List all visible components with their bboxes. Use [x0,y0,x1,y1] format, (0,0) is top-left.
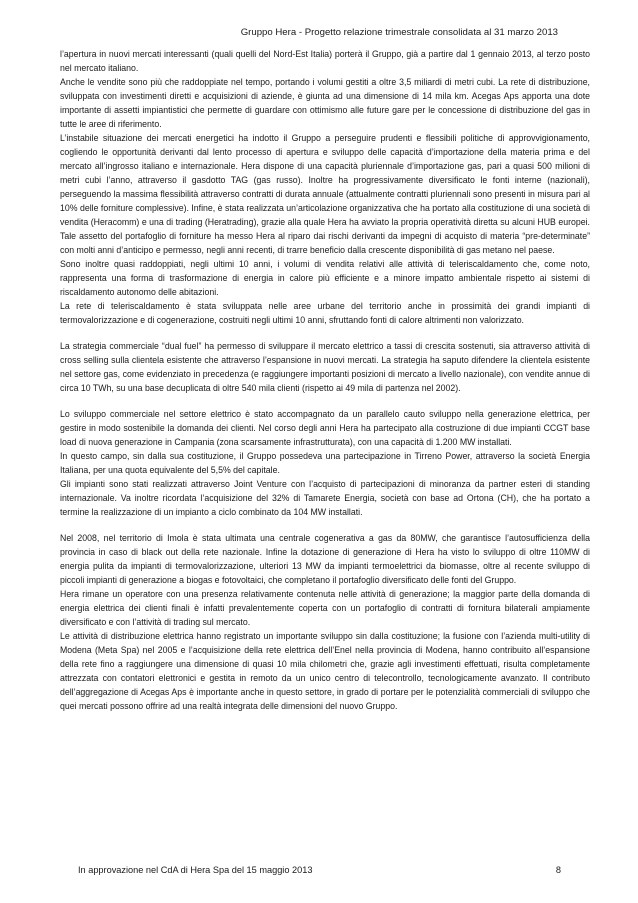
paragraph: Lo sviluppo commerciale nel settore elettrico è stato accompagnato da un parallelo cauto sviluppo nella generazione elettrica, per gestire in modo sostenibile la domanda dei clienti. Nel corso degli anni Hera ha partecipato alla costruzione di due impianti CCGT base load di nuova generazione in Campania (zona scarsamente infrastrutturata), con una capacità di 1.200 MW installati. [60,409,590,447]
document-body [60,47,590,713]
paragraph: Le attività di distribuzione elettrica hanno registrato un importante sviluppo sin dalla costituzione; la fusione con l’azienda multi-utility di Modena (Meta Spa) nel 2005 e l’acquisizione della rete elettrica dell’Enel nella provincia di Modena, hanno contribuito all’espansione della rete fino a raggiungere una dimensione di quasi 10 mila chilometri che, grazie agli investimenti effettuati, risulta completamente attrezzata con contatori elettronici e gestita in remoto da un unico centro di telecontrollo, tecnologicamente avanzato. Il contributo dell’aggregazione di Acegas Aps è importante anche in questo settore, in grado di portare per le potenzialità commerciali di sviluppo che quei mercati possono offrire ad una realtà integrata delle dimensioni del nuovo Gruppo. [60,631,590,711]
paragraph: La strategia commerciale “dual fuel” ha permesso di sviluppare il mercato elettrico a tassi di crescita sostenuti, sia attraverso attività di cross selling sulla clientela esistente che attraverso l’espansione in nuovi mercati. La strategia ha saputo difendere la clientela esistente nel settore gas, come evidenziato in precedenza (e raggiungere importanti posizioni di mercato a livello nazionale), con vendite annue di circa 10 TWh, su una base decuplicata di oltre 540 mila clienti (rispetto ai 49 mila di partenza nel 2002). [60,341,590,393]
paragraph: L’instabile situazione dei mercati energetici ha indotto il Gruppo a perseguire prudenti e flessibili politiche di approvvigionamento, cogliendo le opportunità derivanti dal lento processo di apertura e sviluppo delle capacità d’importazione della materia prima e del mercato all’ingrosso italiano e internazionale. Hera dispone di una capacità pluriennale d’importazione gas, pari a quasi 500 milioni di metri cubi l’anno, attraverso il gasdotto TAG (gas russo). Inoltre ha progressivamente diversificato le fonti interne (nazionali), perseguendo la massima flessibilità attraverso contratti di durata annuale (attualmente contratti pluriennali sono presenti in misura pari al 10% delle forniture complessive). Infine, è stata realizzata un’articolazione organizzativa che ha portato alla costituzione di una società di vendita (Heracomm) e una di trading (Heratrading), grazie alla quale Hera ha avviato la propria operatività diretta su alcuni HUB europei. Tale assetto del portafoglio di forniture ha messo Hera al riparo dai rischi derivanti da impegni di acquisto di materia “pre-determinate” con molti anni d’anticipo e permesso, negli anni recenti, di trarre beneficio dalla crescente disponibilità di gas metano nel paese. [60,133,590,255]
paragraph: Anche le vendite sono più che raddoppiate nel tempo, portando i volumi gestiti a oltre 3,5 miliardi di metri cubi. La rete di distribuzione, sviluppata con investimenti diretti e acquisizioni di aziende, è giunta ad una dimensione di 14 mila km. Acegas Aps apporta una dote importante di assetti impiantistici che permette di guardare con ottimismo alle future gare per le concessione di distribuzione del gas in tutte le aree di riferimento. [60,77,590,129]
paragraph: La rete di teleriscaldamento è stata sviluppata nelle aree urbane del territorio anche in prossimità dei grandi impianti di termovalorizzazione e di cogenerazione, costruiti negli ultimi 10 anni, sfruttando fonti di calore altrimenti non valorizzato. [60,301,590,325]
paragraph: Nel 2008, nel territorio di Imola è stata ultimata una centrale cogenerativa a gas da 80MW, che garantisce l’autosufficienza della provincia in caso di black out della rete nazionale. Infine la dotazione di generazione di Hera ha visto lo sviluppo di oltre 110MW di energia pulita da impianti di termovalorizzazione, ulteriori 13 MW da impianti termoelettrici da biomasse, oltre al recente sviluppo di piccoli impianti di generazione a biogas e fotovoltaici, che completano il portafoglio diversificato delle fonti del Gruppo. [60,533,590,585]
page-number: 8 [555,865,561,875]
paragraph: Hera rimane un operatore con una presenza relativamente contenuta nelle attività di generazione; la maggior parte della domanda di energia elettrica dei clienti finali è infatti prevalentemente coperta con un portafoglio di contratti di fornitura bilaterali ampiamente diversificato e con l’attività di trading sul mercato. [60,589,590,627]
paragraph: In questo campo, sin dalla sua costituzione, il Gruppo possedeva una partecipazione in Tirreno Power, attraverso la società Energia Italiana, per una quota equivalente del 5,5% del capitale. [60,451,590,475]
paragraph: l’apertura in nuovi mercati interessanti (quali quelli del Nord-Est Italia) porterà il Gruppo, già a partire dal 1 gennaio 2013, al terzo posto nel mercato italiano. [60,49,590,73]
paragraph: Gli impianti sono stati realizzati attraverso Joint Venture con l’acquisto di partecipazioni di minoranza da partner esteri di standing internazionale. Va inoltre ricordata l’acquisizione del 32% di Tamarete Energia, società con base ad Ortona (CH), che ha portato a termine la realizzazione di un impianto a ciclo combinato da 104 MW installati. [60,479,590,517]
paragraph: Sono inoltre quasi raddoppiati, negli ultimi 10 anni, i volumi di vendita relativi alle attività di teleriscaldamento che, come noto, rappresenta una forma di trasformazione di energia in calore più efficiente e a minore impatto ambientale rispetto ai sistemi di riscaldamento autonomo delle abitazioni. [60,259,590,297]
page-header: Gruppo Hera - Progetto relazione trimestrale consolidata al 31 marzo 2013 [240,27,558,38]
footer-approval-note: In approvazione nel CdA di Hera Spa del 15 maggio 2013 [78,865,313,875]
